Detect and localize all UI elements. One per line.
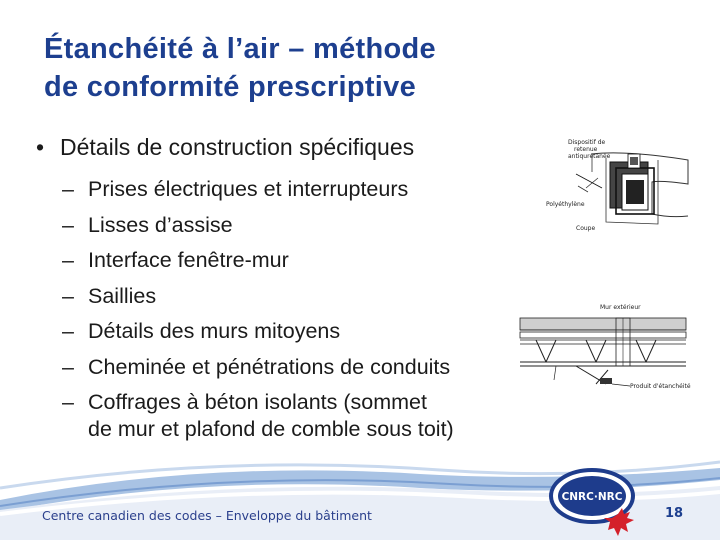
dash: – — [62, 390, 74, 414]
sub-bullet-text: Lisses d’assise — [88, 212, 233, 237]
outlet-label-top-2: retenue — [574, 146, 598, 153]
dash: – — [62, 212, 74, 237]
dash: – — [62, 177, 74, 201]
main-bullet-text: Détails de construction spécifiques — [60, 134, 415, 160]
outlet-label-mid: Polyéthylène — [546, 201, 585, 208]
ceiling-wall-diagram — [516, 300, 696, 398]
outlet-sealing-diagram — [540, 132, 692, 244]
sub-bullet — [62, 279, 454, 315]
sub-bullet — [62, 172, 454, 208]
slide-title-line-1: Étanchéité à l’air – méthode — [44, 33, 436, 65]
outlet-label-top-3: antiqurétanée — [568, 153, 611, 160]
logo-text: CNRC·NRC — [561, 491, 623, 503]
footer-organization: Centre canadien des codes – Enveloppe du bâtiment — [42, 508, 372, 523]
sub-bullet-continuation: de mur et plafond de comble sous toit) — [88, 416, 454, 441]
sub-bullet — [62, 314, 454, 350]
sub-bullet-list — [62, 172, 454, 442]
slide-title-line-2: de conformité prescriptive — [44, 71, 417, 103]
bullet-dot: • — [36, 134, 45, 160]
sub-bullet — [62, 350, 454, 386]
slide-title — [44, 30, 604, 106]
dash: – — [62, 248, 74, 272]
dash: – — [62, 283, 74, 308]
ceiling-label-top: Mur extérieur — [600, 304, 641, 311]
sub-bullet — [62, 385, 454, 442]
sub-bullet-text: Cheminée et pénétrations de conduits — [88, 354, 451, 379]
sub-bullet-text: Interface fenêtre-mur — [88, 248, 289, 272]
sub-bullet — [62, 208, 454, 244]
sub-bullet-text: Détails des murs mitoyens — [88, 319, 341, 343]
sub-bullet — [62, 243, 454, 279]
sub-bullet-text: Saillies — [88, 283, 157, 308]
cnrc-nrc-logo — [548, 462, 646, 540]
page-number: 18 — [665, 506, 684, 521]
dash: – — [62, 319, 74, 343]
sub-bullet-text: Prises électriques et interrupteurs — [88, 177, 409, 201]
main-bullet — [36, 134, 414, 161]
outlet-label-top-1: Dispositif de — [568, 139, 606, 146]
outlet-label-bottom: Coupe — [576, 225, 596, 232]
dash: – — [62, 354, 74, 379]
ceiling-label-right: Produit d'étanchéité — [630, 383, 691, 390]
sub-bullet-text: Coffrages à béton isolants (sommet — [88, 390, 427, 414]
